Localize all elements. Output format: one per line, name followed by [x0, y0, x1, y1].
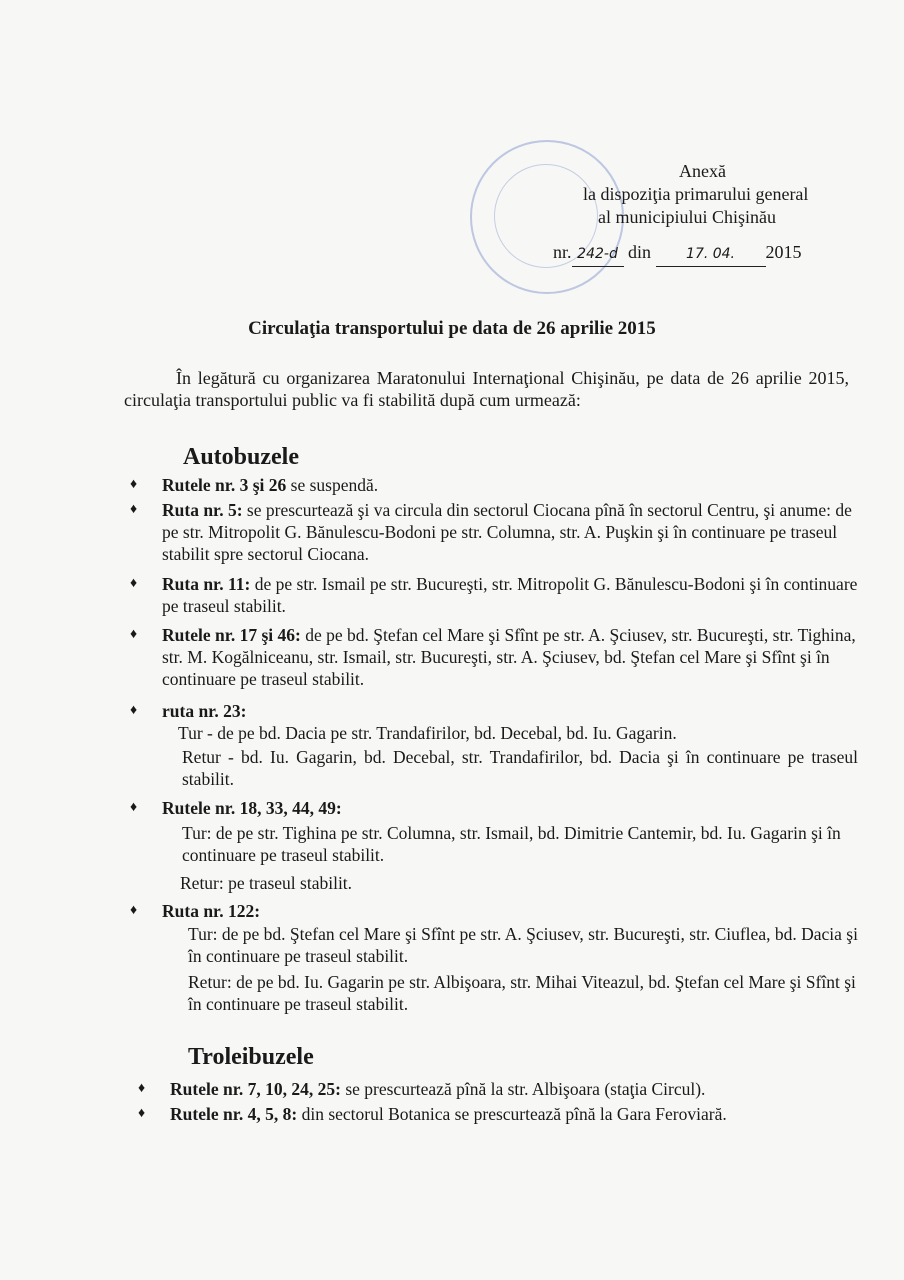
bullet-icon: ♦: [130, 903, 138, 918]
annex-year: 2015: [765, 242, 802, 262]
bullet-icon: ♦: [130, 576, 138, 591]
intro-paragraph: În legătură cu organizarea Maratonului Internaţional Chişinău, pe data de 26 aprilie 2015, circulaţia transportului public va fi stabilită după cum urmează:: [124, 368, 849, 410]
bullet-icon: ♦: [138, 1106, 146, 1121]
list-item: ♦ Ruta nr. 5: se prescurtează şi va circula din sectorul Ciocana pînă în sectorul Centru, şi anume: de pe str. Mitropolit G. Bănulescu-Bodoni pe str. Columna, str. A. Puşkin şi în continuare pe traseul stabilit spre sectorul Ciocana.: [130, 500, 852, 564]
bullet-icon: ♦: [130, 502, 138, 517]
bullet-icon: ♦: [130, 627, 138, 642]
list-item: ♦ Ruta nr. 11: de pe str. Ismail pe str. Bucureşti, str. Mitropolit G. Bănulescu-Bodoni şi în continuare pe traseul stabilit.: [130, 574, 858, 616]
bullet-icon: ♦: [130, 477, 138, 492]
route-23-retur: Retur - bd. Iu. Gagarin, bd. Decebal, str. Trandafirilor, bd. Dacia şi în continuare pe traseul stabilit.: [182, 747, 858, 789]
route-18-retur: Retur: pe traseul stabilit.: [180, 873, 353, 893]
bullet-icon: ♦: [130, 703, 138, 718]
annex-title: Anexă: [679, 161, 726, 181]
annex-number: 242-d: [572, 243, 624, 267]
route-122-tur: Tur: de pe bd. Ştefan cel Mare şi Sfînt pe str. A. Şciusev, str. Bucureşti, str. Ciuflea, bd. Dacia şi în continuare pe traseul stabilit.: [188, 924, 858, 966]
annex-header: [553, 160, 873, 267]
section-heading-buses: Autobuzele: [183, 444, 299, 470]
section-heading-trolleys: Troleibuzele: [188, 1044, 314, 1070]
route-18-tur: Tur: de pe str. Tighina pe str. Columna, str. Ismail, bd. Dimitrie Cantemir, bd. Iu. Gagarin şi în continuare pe traseul stabilit.: [182, 823, 841, 865]
annex-line-3: al municipiului Chişinău: [598, 207, 776, 227]
route-122-retur: Retur: de pe bd. Iu. Gagarin pe str. Albişoara, str. Mihai Viteazul, bd. Ştefan cel Mare şi Sfînt şi în continuare pe traseul stabilit.: [188, 972, 856, 1014]
bullet-icon: ♦: [130, 800, 138, 815]
route-23-tur: Tur - de pe bd. Dacia pe str. Trandafirilor, bd. Decebal, bd. Iu. Gagarin.: [178, 723, 677, 743]
bullet-icon: ♦: [138, 1081, 146, 1096]
annex-number-line: nr. 242-d din 17. 04. 2015: [553, 241, 873, 267]
list-item: ♦ Ruta nr. 122:: [130, 901, 261, 921]
list-item: ♦ Rutele nr. 7, 10, 24, 25: se prescurtează pînă la str. Albişoara (staţia Circul).: [138, 1079, 706, 1099]
list-item: ♦ Rutele nr. 18, 33, 44, 49:: [130, 798, 342, 818]
list-item: ♦ ruta nr. 23:: [130, 701, 247, 721]
annex-date: 17. 04.: [656, 243, 766, 267]
list-item: ♦ Rutele nr. 17 şi 46: de pe bd. Ştefan cel Mare şi Sfînt pe str. A. Şciusev, str. Bucureşti, str. Tighina, str. M. Kogălniceanu, str. Ismail, str. Bucureşti, str. A. Şciusev, bd. Ştefan cel Mare şi Sfînt şi în continuare pe traseul stabilit.: [130, 625, 856, 689]
annex-line-2: la dispoziţia primarului general: [583, 184, 809, 204]
document-title: Circulaţia transportului pe data de 26 aprilie 2015: [248, 318, 656, 339]
list-item: ♦ Rutele nr. 4, 5, 8: din sectorul Botanica se prescurtează pînă la Gara Feroviară.: [138, 1104, 727, 1124]
list-item: ♦ Rutele nr. 3 şi 26 se suspendă.: [130, 475, 379, 495]
